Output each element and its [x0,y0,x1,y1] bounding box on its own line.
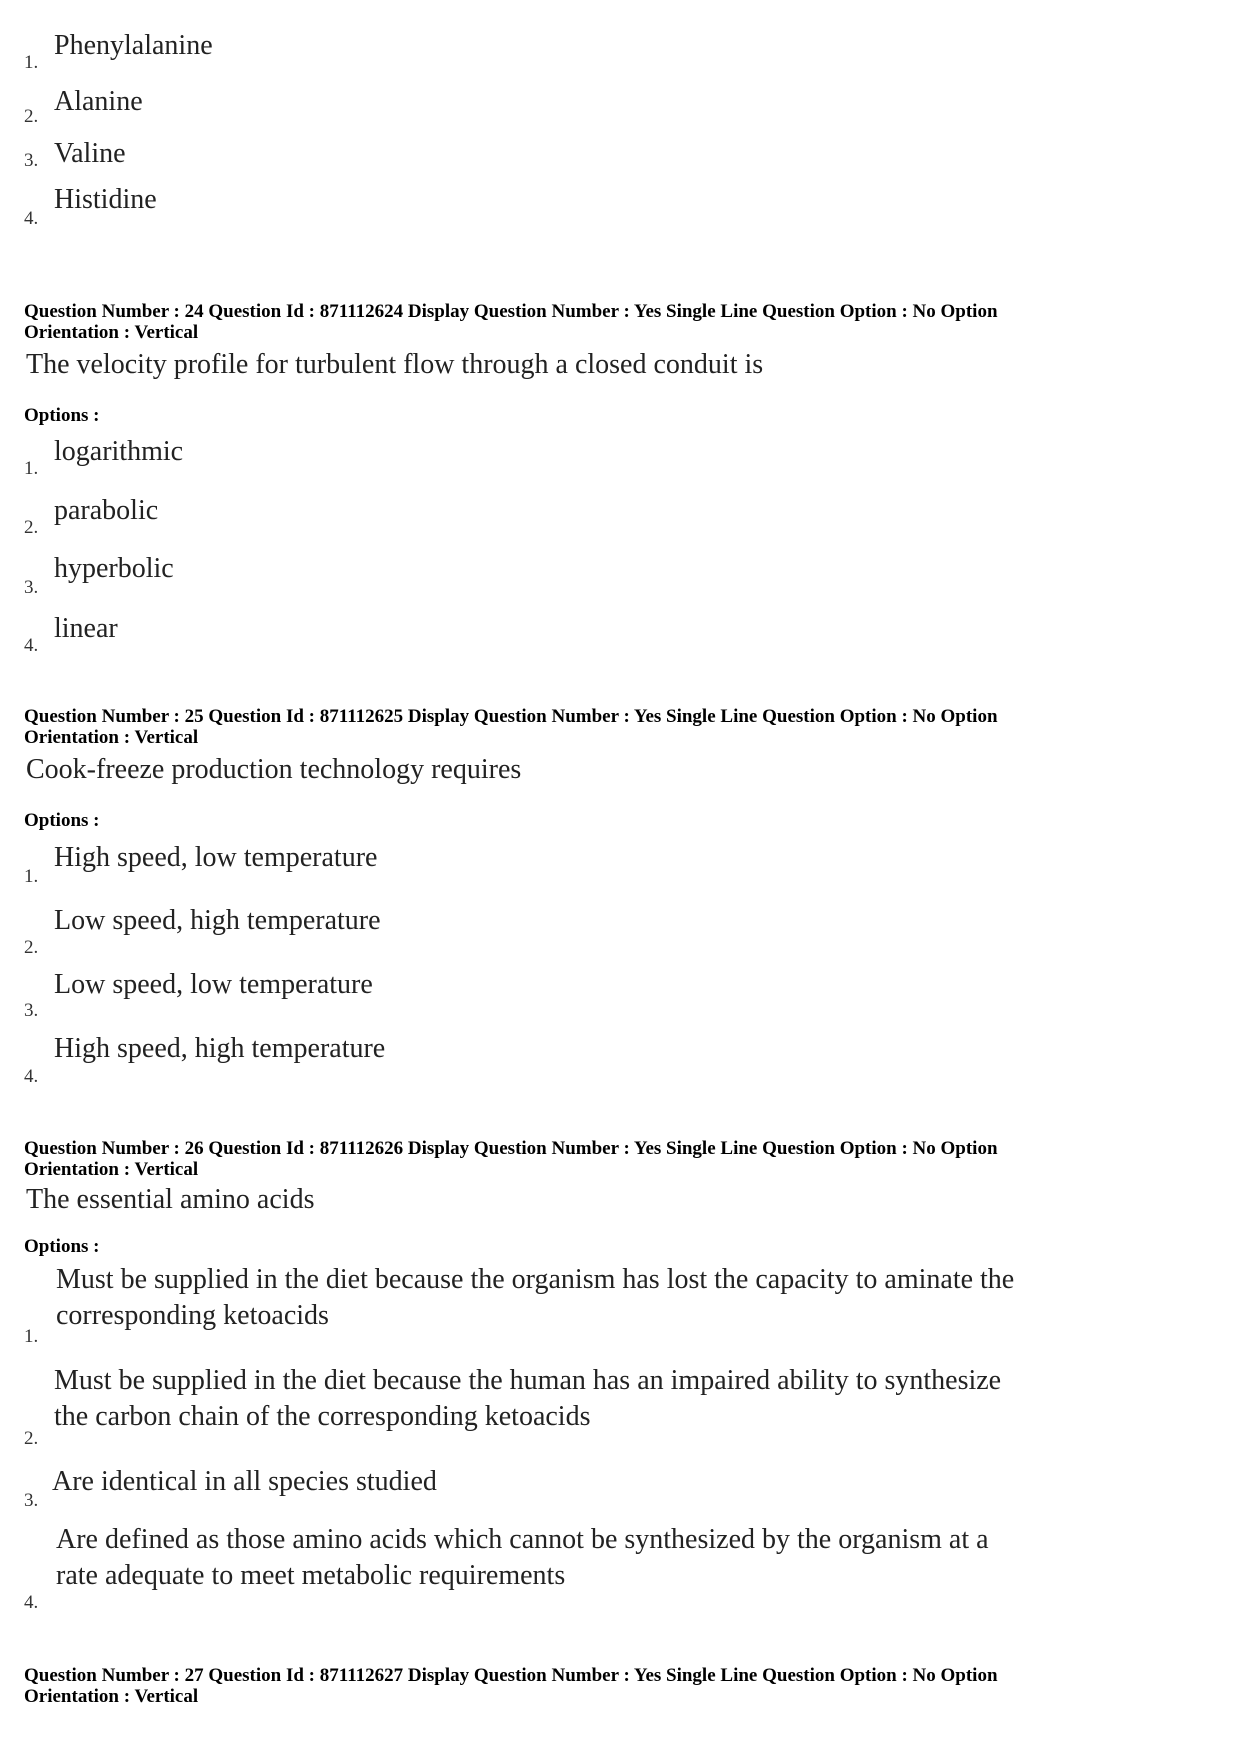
question-header-line: Orientation : Vertical [24,322,199,343]
question-header [24,1138,1214,1180]
prev-option-3 [24,136,1214,181]
option-number: 2. [24,517,39,538]
prev-option-2 [24,84,1214,129]
option-text: parabolic [54,495,159,526]
option-4 [24,611,1214,661]
option-number: 4. [24,1592,39,1613]
option-number: 4. [24,1066,39,1087]
option-text: High speed, high temperature [54,1033,386,1064]
question-header [24,301,1214,343]
question-text: The essential amino acids [26,1184,315,1215]
option-number: 1. [24,458,39,479]
options-label: Options : [24,405,100,426]
option-2 [24,1363,1214,1453]
option-number: 3. [24,150,39,171]
option-1 [24,1262,1214,1352]
option-text: Alanine [54,86,143,117]
question-header-line: Question Number : 25 Question Id : 871112625 Display Question Number : Yes Single Line Question Option : No Option [24,706,998,727]
option-number: 2. [24,937,39,958]
option-4 [24,1522,1214,1617]
option-text: logarithmic [54,436,184,467]
option-3 [24,967,1214,1021]
options-label: Options : [24,810,100,831]
question-header-line: Question Number : 27 Question Id : 871112627 Display Question Number : Yes Single Line Question Option : No Option [24,1665,998,1686]
prev-option-1 [24,28,1214,78]
options-label: Options : [24,1236,100,1257]
option-1 [24,840,1214,890]
option-text: Phenylalanine [54,30,213,61]
question-header-line: Orientation : Vertical [24,727,199,748]
option-text-line: the carbon chain of the corresponding ketoacids [54,1401,591,1432]
option-text-line: Must be supplied in the diet because the organism has lost the capacity to aminate the [56,1264,1015,1295]
question-text: Cook-freeze production technology requires [26,754,522,785]
question-header [24,1665,1214,1707]
question-header-line: Question Number : 26 Question Id : 871112626 Display Question Number : Yes Single Line Question Option : No Option [24,1138,998,1159]
option-number: 4. [24,635,39,656]
option-text: Histidine [54,184,157,215]
option-number: 2. [24,1428,39,1449]
option-3 [24,1464,1214,1514]
option-text: High speed, low temperature [54,842,378,873]
option-text: Low speed, low temperature [54,969,373,1000]
option-text: Valine [54,138,126,169]
option-number: 3. [24,577,39,598]
option-text: Are identical in all species studied [52,1466,437,1497]
option-number: 2. [24,106,39,127]
question-header-line: Orientation : Vertical [24,1159,199,1180]
option-text: hyperbolic [54,553,174,584]
option-text: Low speed, high temperature [54,905,381,936]
option-number: 3. [24,1000,39,1021]
option-text-line: corresponding ketoacids [56,1300,329,1331]
option-number: 1. [24,52,39,73]
option-4 [24,1031,1214,1086]
option-number: 1. [24,1326,39,1347]
option-number: 4. [24,208,39,229]
question-text: The velocity profile for turbulent flow through a closed conduit is [26,349,764,380]
option-number: 3. [24,1490,39,1511]
option-2 [24,493,1214,543]
question-header-line: Question Number : 24 Question Id : 871112624 Display Question Number : Yes Single Line Question Option : No Option [24,301,998,322]
option-text-line: rate adequate to meet metabolic requirements [56,1560,566,1591]
option-number: 1. [24,866,39,887]
question-header [24,706,1214,748]
prev-option-4 [24,182,1214,232]
option-text-line: Are defined as those amino acids which cannot be synthesized by the organism at a [56,1524,989,1555]
option-text: linear [54,613,118,644]
option-1 [24,434,1214,484]
option-text-line: Must be supplied in the diet because the human has an impaired ability to synthesize [54,1365,1002,1396]
option-3 [24,551,1214,601]
option-2 [24,903,1214,958]
question-header-line: Orientation : Vertical [24,1686,199,1707]
